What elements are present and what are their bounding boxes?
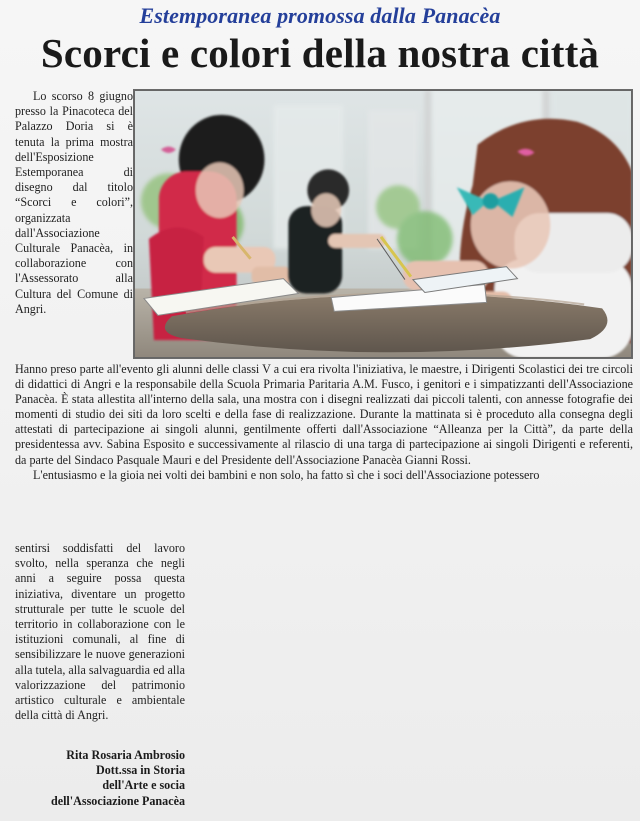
signature-line-2: Dott.ssa in Storia: [95, 763, 185, 778]
signature-line-3: dell'Arte e socia: [102, 778, 185, 793]
signature-line-1: Rita Rosaria Ambrosio: [66, 748, 185, 762]
author-signature: [51, 748, 185, 809]
bottom-column-text: [15, 541, 185, 723]
article-kicker: Estemporanea promossa dalla Panacèa: [139, 3, 501, 28]
bottom-column-paragraph: sentirsi soddisfatti del lavoro svolto, nella speranza che negli anni a seguire possa questa iniziativa, diventare un progetto strutturale per tutte le scuole del territorio in collaborazione con le istituzioni comunali, al fine di sensibilizzare le nuove generazioni alla tutela, alla salvaguardia ed alla valorizzazione del patrimonio artistico culturale e ambientale della città di Angri.: [15, 541, 185, 723]
children-drawing-photo: [134, 90, 632, 358]
article-headline: Scorci e colori della nostra città: [40, 30, 600, 76]
left-column-paragraph: Lo scorso 8 giugno presso la Pinacoteca del Palazzo Doria si è tenuta la prima mostra dell'Esposizione Estemporanea di disegno dal titolo “Scorci e colori”, organizzata dall'Associazione Culturale Panacèa, in collaborazione con l'Assessorato alla Cultura del Comune di Angri.: [15, 89, 133, 316]
article-photo: [133, 89, 633, 359]
wide-paragraph-1: Hanno preso parte all'evento gli alunni delle classi V a cui era rivolta l'iniziativa, le maestre, i Dirigenti Scolastici dei tre circoli di didattici di Angri e la responsabile della Scuola Primaria Paritaria A.M. Fusco, i genitori e i simpatizzanti dell'Associazione Panacèa. È stata allestita all'interno della sala, una mostra con i disegni realizzati dai piccoli talenti, con annesse fotografie dei momenti di studio dei siti da loro scelti e della fase di realizzazione. Durante la mattinata si è proceduto alla consegna degli attestati di partecipazione ai singoli alunni, gentilmente offerti dall'Associazione “Alleanza per la Città”, da parte della presidentessa avv. Sabina Esposito e successivamente al rilascio di una targa di partecipazione ai singoli Dirigenti e referenti, da parte del Sindaco Pasquale Mauri e del Presidente dell'Associazione Panacèa Gianni Rossi.: [15, 362, 633, 467]
left-column-text: [15, 89, 133, 317]
signature-line-4: dell'Associazione Panacèa: [50, 793, 185, 808]
wide-article-text: [15, 362, 633, 483]
wide-paragraph-2: L'entusiasmo e la gioia nei volti dei bambini e non solo, ha fatto sì che i soci dell'Associazione potessero: [33, 467, 540, 482]
page-bleed: [190, 560, 640, 821]
